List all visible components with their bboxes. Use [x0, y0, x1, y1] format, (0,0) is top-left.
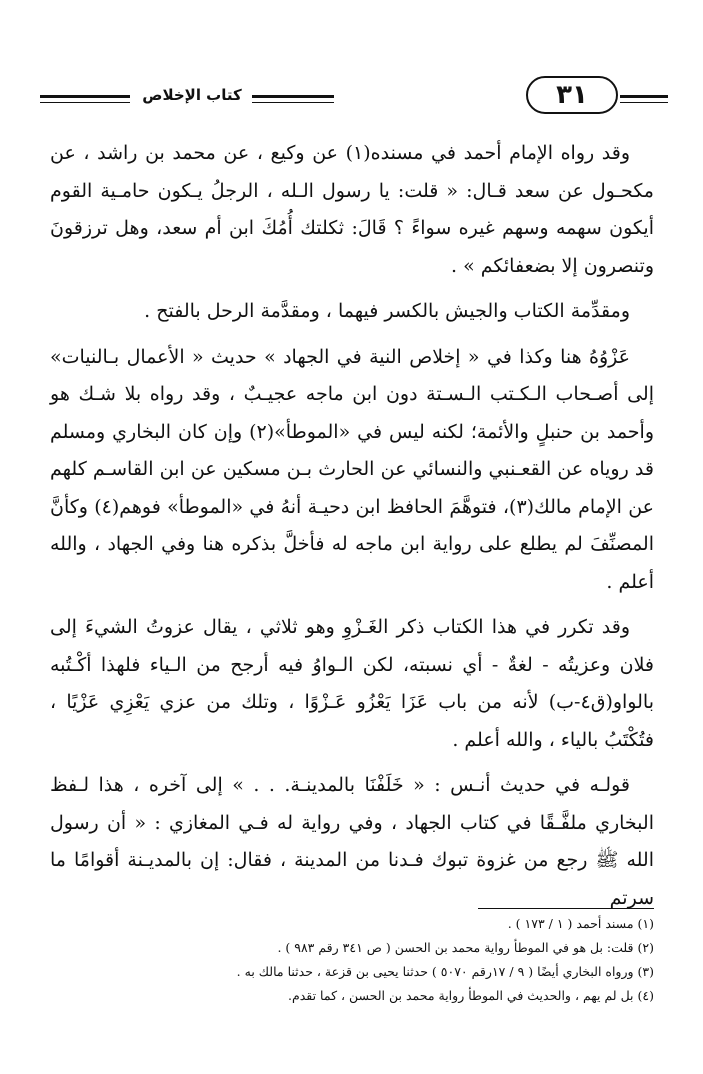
footnote-3: (٣) ورواه البخاري أيضًا ( ٩ / ١٧رقم ٥٠٧٠ ) حدثنا يحيى بن قزعة ، حدثنا مالك به . — [236, 964, 654, 979]
footnote-4: (٤) بل لم يهم ، والحديث في الموطأ رواية محمد بن الحسن ، كما تقدم. — [288, 988, 654, 1003]
page-header — [40, 76, 668, 126]
paragraph-4: وقد تكرر في هذا الكتاب ذكر الغَـزْوِ وهو ثلاثي ، يقال عزوتُ الشيءَ إلى فلان وعزيتُه - لغةٌ - أي نسبته، لكن الـواوُ فيه أرجح من الـياء فلهذا أكْـتُبه بالواو(ق٤-ب) لأنه من باب عَزَا يَعْزُو عَـزْوًا ، وتلك من عزي يَعْزِي عَزْيًا ، فتُكْتَبُ بالياء ، والله أعلم . — [50, 616, 654, 751]
footnotes — [50, 912, 654, 1008]
paragraph-1: وقد رواه الإمام أحمد في مسنده(١) عن وكيع ، عن محمد بن راشد ، عن مكحـول عن سعد قـال: « قلت: يا رسول الـله ، الرجلُ يـكون حامـية القوم أيكون سهمه وسهم غيره سواءً ؟ قَالَ: ثكلتك أُمُكَ ابن أم سعد، وهل ترزقونَ وتنصرون إلا بضعفائكم » . — [50, 142, 654, 277]
footnote-1: (١) مسند أحمد ( ١ / ١٧٣ ) . — [507, 916, 654, 931]
header-rule-middle — [252, 95, 334, 103]
header-rule-left — [40, 95, 130, 103]
header-rule-right — [620, 95, 668, 103]
paragraph-5: قولـه في حديث أنـس : « خَلَفْنَا بالمدينـة. . . » إلى آخره ، هذا لـفظ البخاري ملفَّـقًا في كتاب الجهاد ، وفي رواية له فـي المغازي : « أن رسول الله ﷺ رجع من غزوة تبوك فـدنا من المدينة ، فقال: إن بالمديـنة أقوامًا ما سرتم — [50, 774, 654, 909]
main-text — [50, 135, 654, 917]
page-number-badge: ٣١ — [526, 76, 618, 114]
paragraph-2: ومقدِّمة الكتاب والجيش بالكسر فيهما ، ومقدَّمة الرحل بالفتح . — [144, 300, 630, 322]
footnote-2: (٢) قلت: بل هو في الموطأ رواية محمد بن الحسن ( ص ٣٤١ رقم ٩٨٣ ) . — [277, 940, 654, 955]
footnote-divider — [478, 908, 654, 909]
paragraph-3: عَزْوُهُ هنا وكذا في « إخلاص النية في الجهاد » حديث « الأعمال بـالنيات» إلى أصـحاب الـكـتب الـسـتة دون ابن ماجه عجيـبٌ ، وقد رواه بلا شـك هو وأحمد بن حنبلٍ والأئمة؛ لكنه ليس في «الموطأ»(٢) وإن كان البخاري ومسلم قد روياه عن القعـنبي والنسائي عن الحارث بـن مسكين عن ابن القاسـم كلهم عن الإمام مالك(٣)، فتوهَّمَ الحافظ ابن دحيـة أنهُ في «الموطأ» فوهم(٤) وكأنَّ المصنِّفَ لم يطلع على رواية ابن ماجه له فأخلَّ بذكره هنا وفي الجهاد ، والله أعلم . — [50, 345, 655, 593]
book-title: كتاب الإخلاص — [142, 86, 242, 104]
